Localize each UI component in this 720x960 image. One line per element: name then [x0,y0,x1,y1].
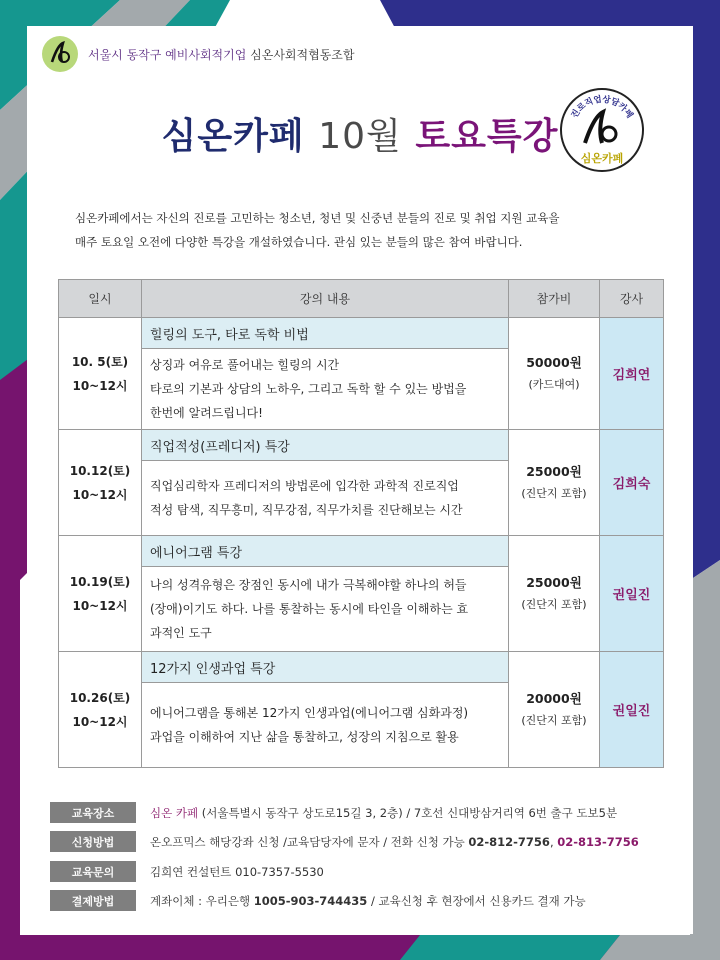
cafe-badge-logo [559,87,645,173]
session-fee: 25000원 [526,574,582,590]
info-place-value [150,805,617,821]
session-description [142,683,509,768]
session-description [142,349,509,430]
organization-header [42,36,355,72]
desc-line: 적성 탐색, 직무흥미, 직무강점, 직무가치를 진단해보는 시간 [150,503,463,517]
org-prefix: 서울시 동작구 예비사회적기업 [88,47,247,62]
session-fee-cell [509,652,600,768]
apply-phone-1: 02-812-7756 [468,834,550,849]
session-time: 10~12시 [72,714,128,729]
intro-text [75,206,675,254]
session-fee-note: (카드대여) [528,377,580,391]
place-address: (서울특별시 동작구 상도로15길 3, 2층) [201,805,403,820]
header-fee: 참가비 [509,280,600,318]
apply-separator: , [549,834,558,849]
session-date-cell [59,318,142,430]
place-name: 심온 카페 [150,805,199,820]
session-description [142,461,509,536]
session-date: 10.19(토) [69,574,131,589]
session-lecturer: 권일진 [600,536,664,652]
info-place-row [50,802,690,823]
org-logo-icon [42,36,78,72]
desc-line: (장애)이기도 하다. 나를 통찰하는 동시에 타인을 이해하는 효 [150,602,469,616]
intro-line-2: 매주 토요일 오전에 다양한 특강을 개설하였습니다. 관심 있는 분들의 많은 참여 바랍니다. [75,235,523,249]
session-title: 에니어그램 특강 [142,536,509,567]
session-time: 10~12시 [72,487,128,502]
org-text [88,46,355,63]
session-description [142,567,509,652]
session-time: 10~12시 [72,378,128,393]
session-title: 힐링의 도구, 타로 독학 비법 [142,318,509,349]
desc-line: 타로의 기본과 상담의 노하우, 그리고 독학 할 수 있는 방법을 [150,382,467,396]
info-label: 교육문의 [50,861,136,882]
table-header-row [59,280,664,318]
header-date: 일시 [59,280,142,318]
info-apply-row [50,831,690,852]
apply-phone-2: 02-813-7756 [557,834,639,849]
table-row [59,536,664,567]
desc-line: 나의 성격유형은 장점인 동시에 내가 극복해야할 하나의 허들 [150,578,467,592]
title-month: 10월 [318,116,402,157]
session-fee: 20000원 [526,690,582,706]
desc-line: 직업심리학자 프레디저의 방법론에 입각한 과학적 진로직업 [150,479,459,493]
badge-bottom-text: 심온카페 [580,152,624,165]
session-lecturer: 김희연 [600,318,664,430]
session-date: 10.12(토) [69,463,131,478]
session-date-cell [59,652,142,768]
info-label: 신청방법 [50,831,136,852]
session-fee-cell [509,430,600,536]
header-content: 강의 내용 [142,280,509,318]
table-row [59,652,664,683]
desc-line: 에니어그램을 통해본 12가지 인생과업(에니어그램 심화과정) [150,706,469,720]
payment-suffix: / 교육신청 후 현장에서 신용카드 결재 가능 [367,893,586,908]
info-label: 교육장소 [50,802,136,823]
title-cafe: 심온카페 [161,116,305,157]
desc-line: 상징과 여유로 풀어내는 힐링의 시간 [150,358,340,372]
payment-account: 1005-903-744435 [253,893,368,908]
session-fee-note: (진단지 포함) [521,486,587,500]
intro-line-1: 심온카페에서는 자신의 진로를 고민하는 청소년, 청년 및 신중년 분들의 진로 및 취업 지원 교육을 [75,211,560,225]
session-fee-note: (진단지 포함) [521,597,587,611]
info-payment-value [150,893,586,909]
table-row [59,318,664,349]
session-date: 10.26(토) [69,690,131,705]
org-name: 심온사회적협동조합 [250,47,355,62]
info-label: 결제방법 [50,890,136,911]
session-lecturer: 권일진 [600,652,664,768]
desc-line: 과업을 이해하여 지난 삶을 통찰하고, 성장의 지침으로 활용 [150,730,459,744]
apply-text: 온오프믹스 해당강좌 신청 /교육담당자에 문자 / 전화 신청 가능 [150,834,469,849]
info-payment-row [50,890,690,911]
header-lecturer: 강사 [600,280,664,318]
session-fee-cell [509,318,600,430]
desc-line: 한번에 알려드립니다! [150,406,263,420]
info-apply-value [150,834,639,850]
session-title: 직업적성(프레디저) 특강 [142,430,509,461]
session-time: 10~12시 [72,598,128,613]
session-date-cell [59,430,142,536]
session-fee-note: (진단지 포함) [521,713,587,727]
place-directions: / 7호선 신대방삼거리역 6번 출구 도보5분 [402,805,618,820]
session-title: 12가지 인생과업 특강 [142,652,509,683]
schedule-table [58,279,664,768]
payment-prefix: 계좌이체 : 우리은행 [150,893,254,908]
session-fee: 25000원 [526,463,582,479]
contact-text: 김희연 컨설턴트 010-7357-5530 [150,864,324,879]
session-fee: 50000원 [526,354,582,370]
info-contact-row [50,861,690,882]
desc-line: 과적인 도구 [150,626,212,640]
session-date: 10. 5(토) [71,354,129,369]
badge-top-text: 진로직업상담카페 [569,94,635,121]
session-lecturer: 김희숙 [600,430,664,536]
session-date-cell [59,536,142,652]
title-special: 토요특강 [415,116,559,157]
session-fee-cell [509,536,600,652]
table-row [59,430,664,461]
